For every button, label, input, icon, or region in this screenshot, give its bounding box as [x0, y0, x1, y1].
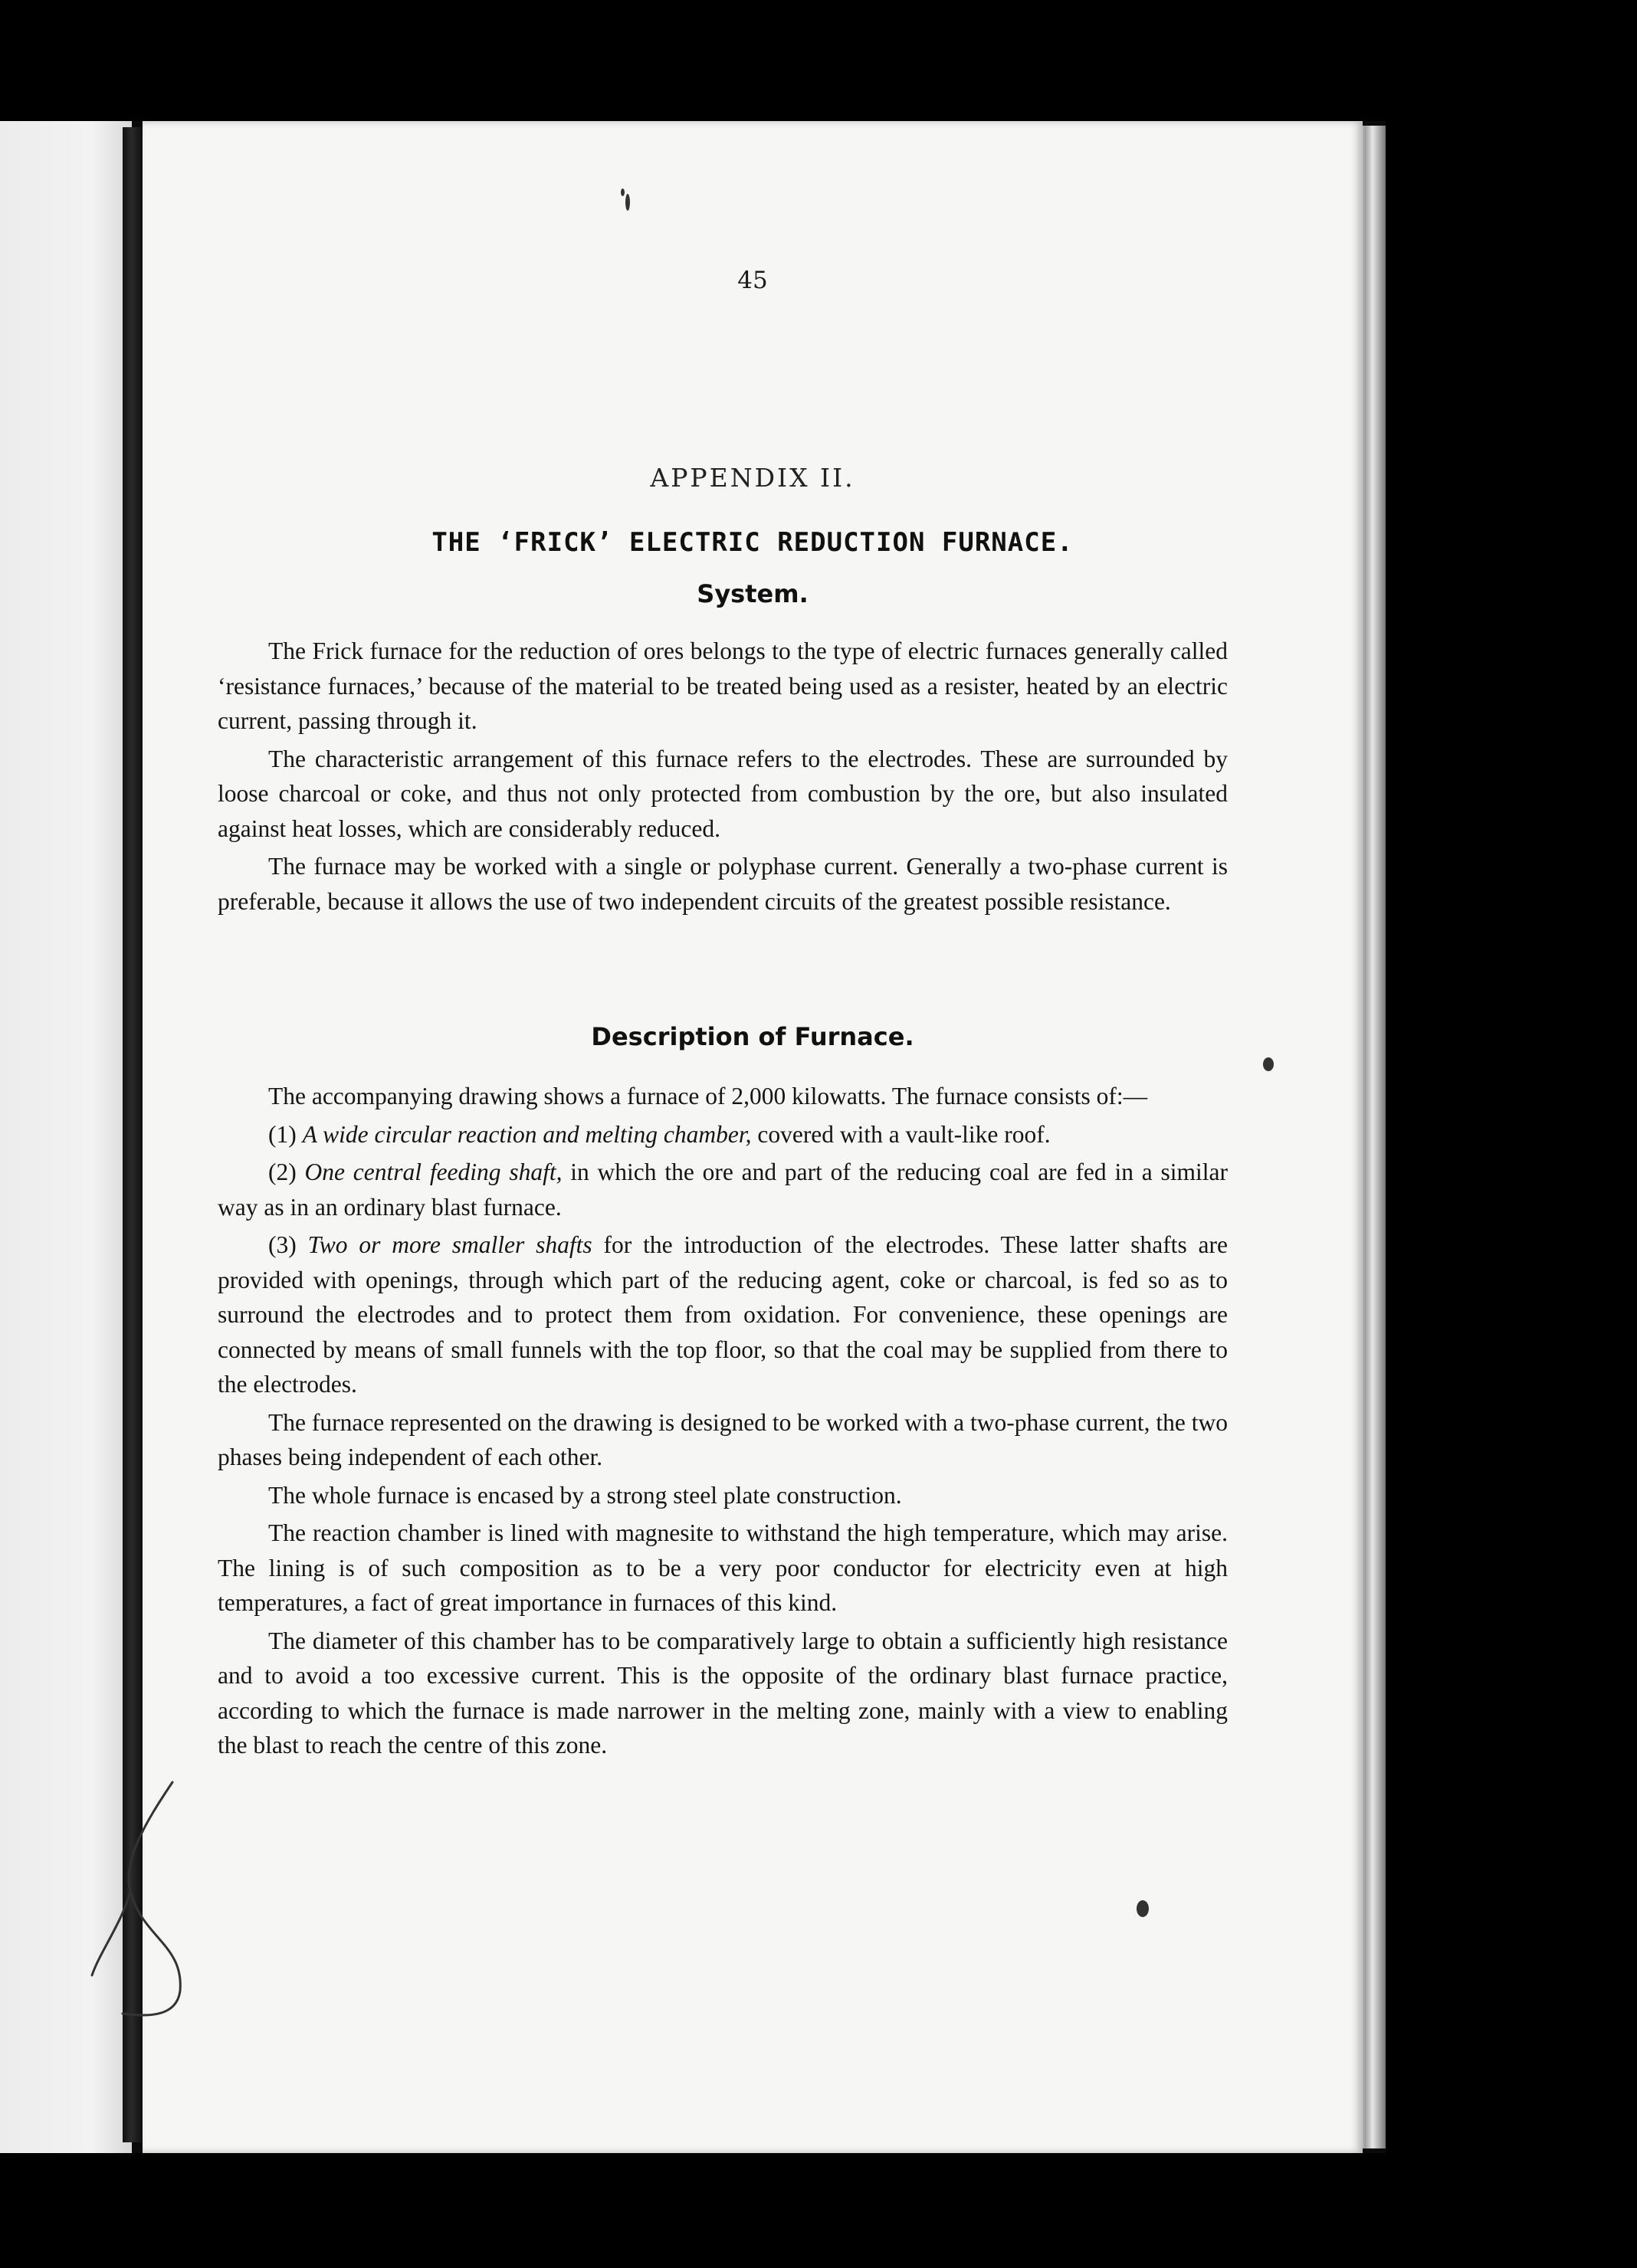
- scan-margin-right: [1386, 121, 1637, 2153]
- ink-speck: [625, 194, 630, 211]
- item-text: covered with a vault-like roof.: [757, 1120, 1051, 1148]
- paragraph: The characteristic arrangement of this furnace refers to the electrodes. These are surrounded by loose charcoal or coke, and thus not only protected from combustion by the ore, but also insulated against heat losses, which are considerably reduced.: [218, 745, 1228, 842]
- page-title: THE ‘FRICK’ ELECTRIC REDUCTION FURNACE.: [431, 527, 1074, 558]
- item-title: Two or more smaller shafts: [307, 1231, 592, 1258]
- ink-speck: [1263, 1057, 1274, 1071]
- item-text: for the introduction of the electrodes. These latter shafts are provided with openings, through which part of the reducing agent, coke or charcoal, is fed so as to surround the electrodes and to protect them from oxidation. For convenience, these openings are connected by means of small funnels with the top floor, so that the coal may be supplied from there to the electrodes.: [218, 1231, 1229, 1398]
- paragraph: The Frick furnace for the reduction of ores belongs to the type of electric furnaces generally called ‘resistance furnaces,’ because of the material to be treated being used as a resister, heated by an electric current, passing through it.: [218, 637, 1228, 734]
- list-item: [218, 1117, 1228, 1152]
- pencil-mark: [77, 1776, 230, 2029]
- paragraph: The furnace represented on the drawing is designed to be worked with a two-phase current, the two phases being independent of each other.: [218, 1408, 1228, 1470]
- section-heading-description: Description of Furnace.: [591, 1022, 914, 1051]
- page-number: 45: [737, 267, 768, 294]
- item-number: (1): [268, 1120, 297, 1148]
- ink-speck: [621, 188, 625, 196]
- paragraph: The accompanying drawing shows a furnace of 2,000 kilowatts. The furnace consists of:—: [268, 1083, 1148, 1109]
- ink-speck: [1137, 1900, 1149, 1917]
- item-number: (3): [268, 1231, 297, 1258]
- item-title: One central feeding shaft,: [304, 1159, 563, 1185]
- item-number: (2): [268, 1159, 297, 1185]
- list-item: [218, 1227, 1228, 1402]
- paragraph: The diameter of this chamber has to be comparatively large to obtain a sufficiently high resistance and to avoid a too excessive current. This is the opposite of the ordinary blast furnace practice, according to which the furnace is made narrower in the melting zone, mainly with a view to enabling the blast to reach the centre of this zone.: [218, 1627, 1228, 1758]
- paragraph: The furnace may be worked with a single or polyphase current. Generally a two-phase current is preferable, because it allows the use of two independent circuits of the greatest possible resistance.: [218, 853, 1228, 915]
- appendix-label: APPENDIX II.: [650, 463, 855, 493]
- book-page: [143, 121, 1363, 2153]
- paragraph: The whole furnace is encased by a strong steel plate construction.: [268, 1481, 902, 1509]
- section-system-body: [218, 634, 1228, 922]
- paragraph: The reaction chamber is lined with magnesite to withstand the high temperature, which may arise. The lining is of such composition as to be a very poor conductor for electricity even at high temperatures, a fact of great importance in furnaces of this kind.: [218, 1519, 1228, 1616]
- section-description-body: [218, 1079, 1228, 1766]
- item-title: A wide circular reaction and melting chamber,: [302, 1120, 752, 1148]
- item-text: in which the ore and part of the reducing coal are fed in a similar way as in an ordinary blast furnace.: [218, 1159, 1229, 1221]
- list-item: [218, 1155, 1228, 1224]
- section-heading-system: System.: [697, 579, 809, 608]
